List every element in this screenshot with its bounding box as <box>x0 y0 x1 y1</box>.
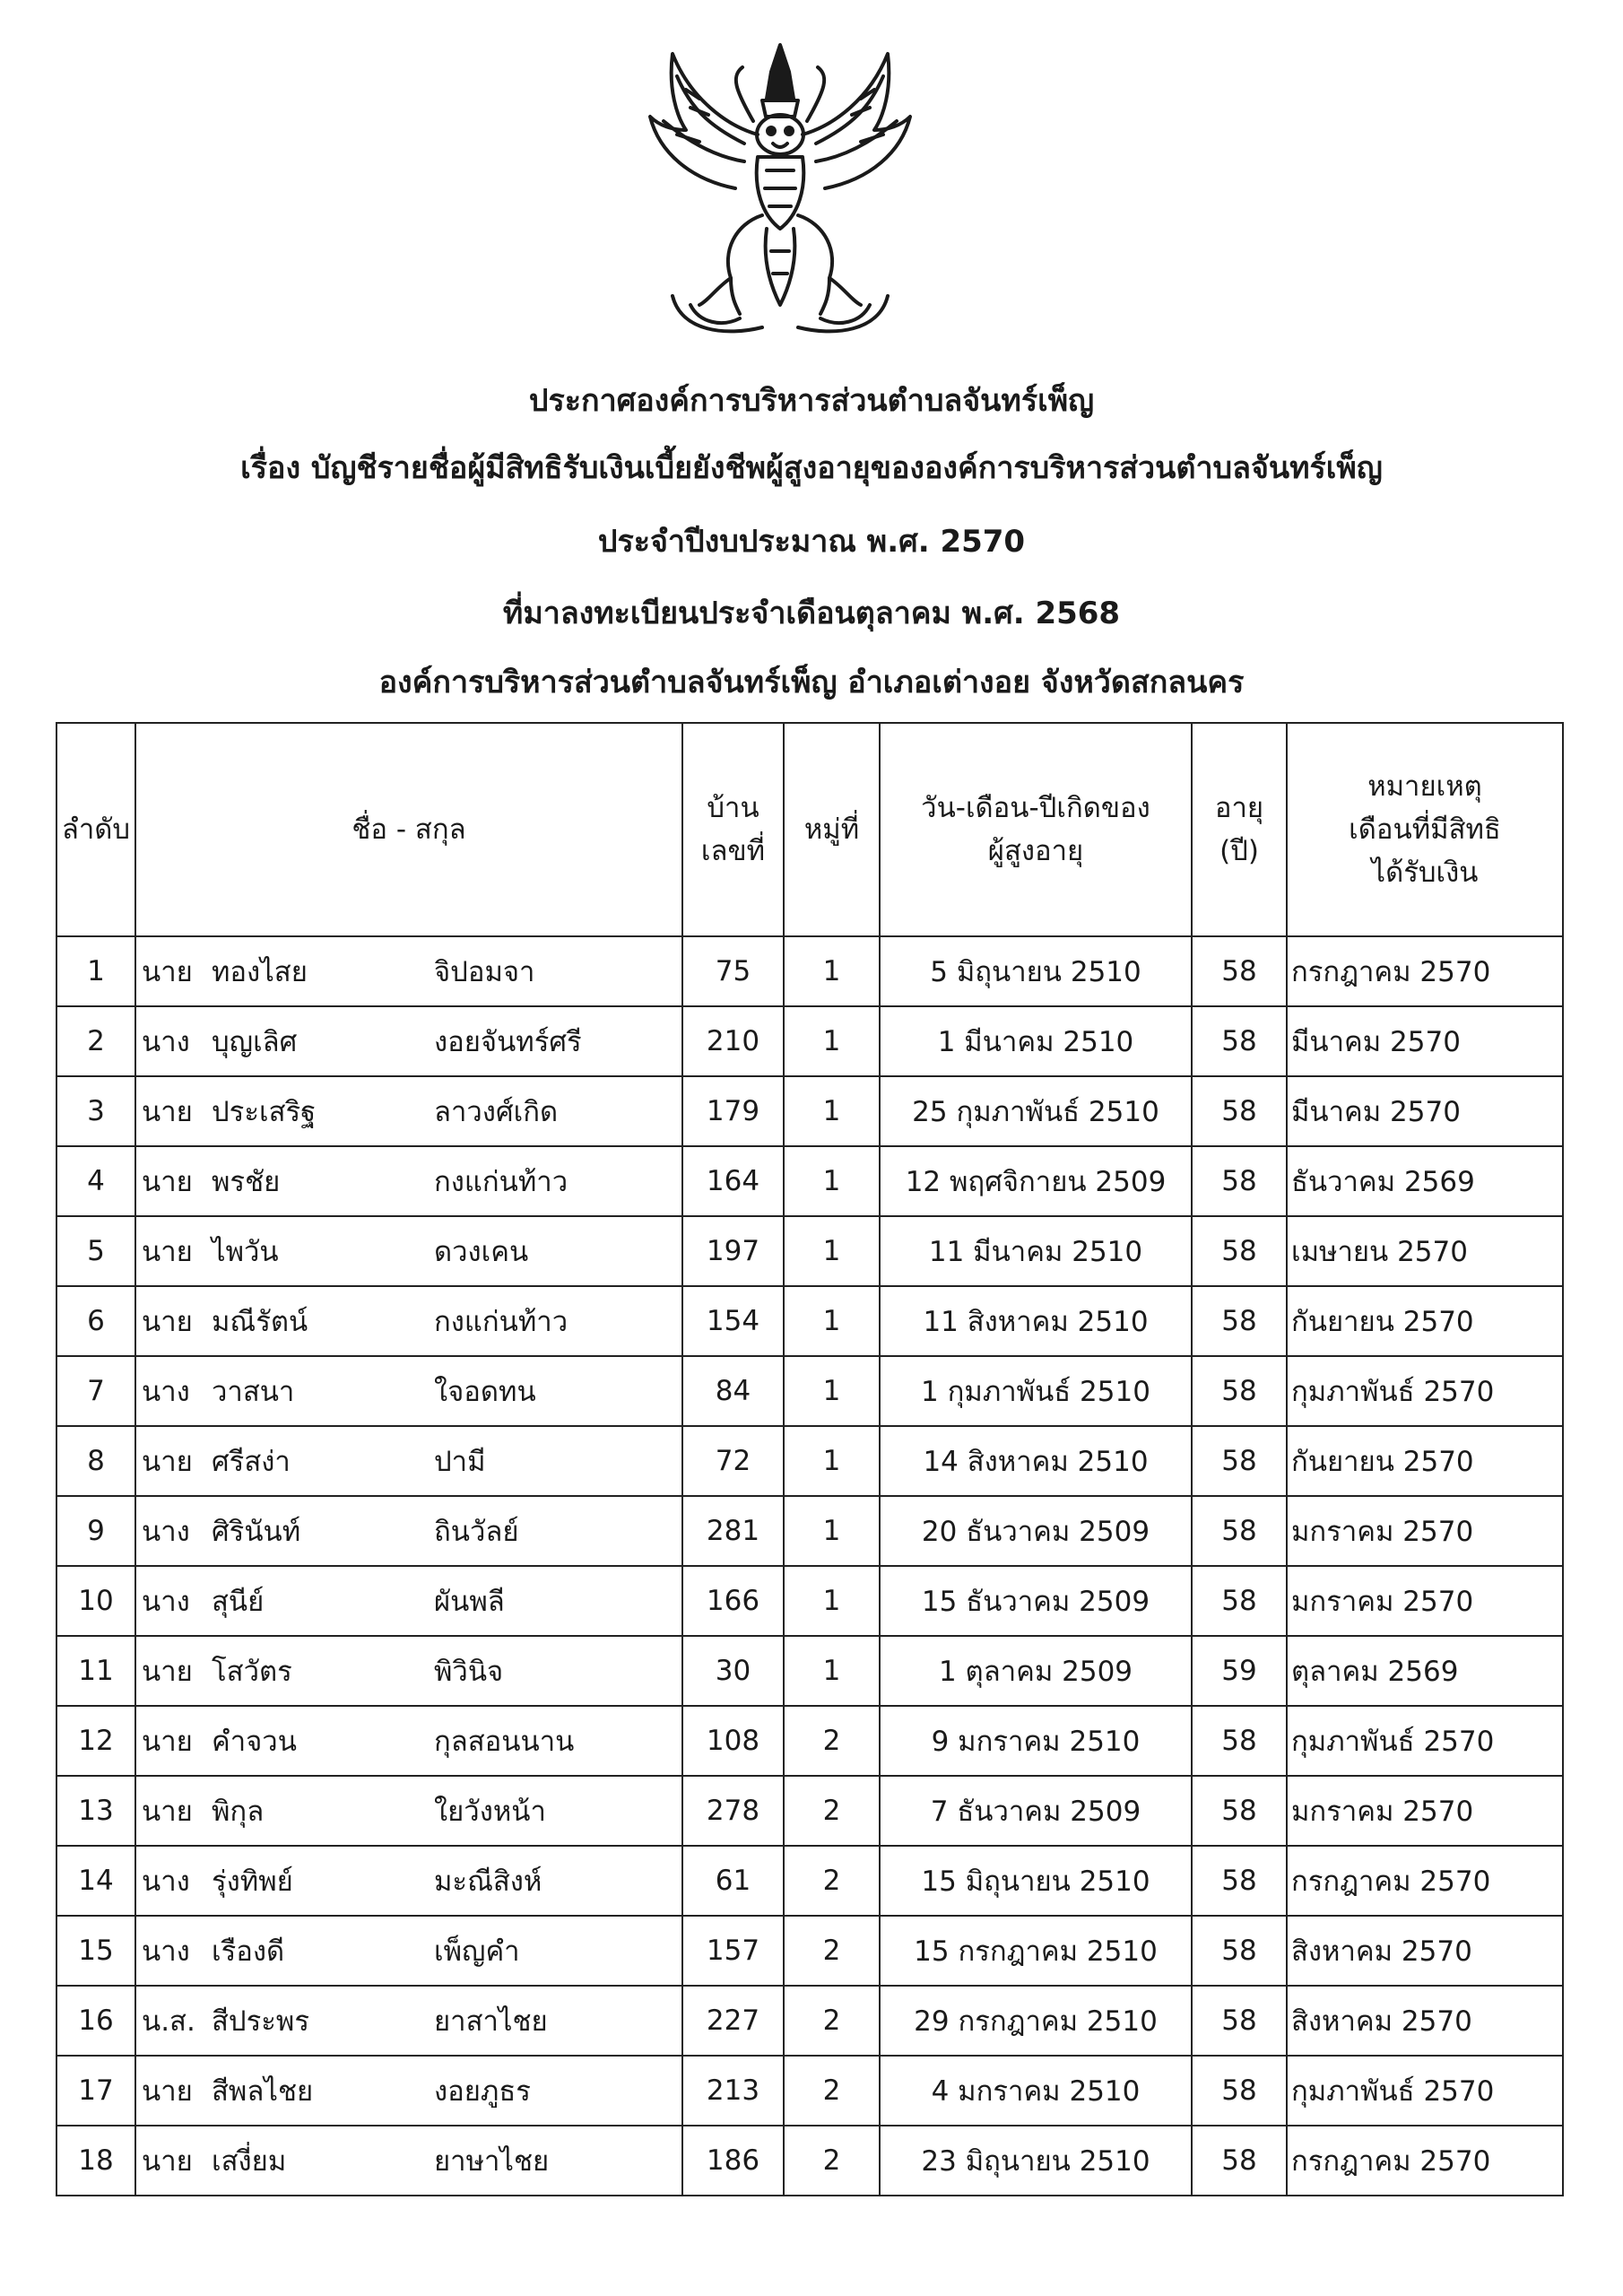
last-name: ผันพลี <box>434 1586 505 1618</box>
last-name: เพ็ญคำ <box>434 1935 520 1968</box>
village-number: 2 <box>784 1776 880 1846</box>
fiscal-year: ประจำปีงบประมาณ พ.ศ. 2570 <box>597 524 1026 560</box>
age-years: 58 <box>1192 1356 1287 1426</box>
age-years: 58 <box>1192 1146 1287 1216</box>
name-prefix: นาย <box>142 1656 193 1688</box>
birth-date: 11 สิงหาคม 2510 <box>880 1286 1192 1356</box>
house-number: 154 <box>682 1286 784 1356</box>
last-name: งอยภูธร <box>434 2075 531 2108</box>
name-prefix: นาย <box>142 1446 193 1478</box>
last-name: มะณีสิงห์ <box>434 1866 542 1898</box>
age-years: 58 <box>1192 1216 1287 1286</box>
house-number: 278 <box>682 1776 784 1846</box>
name-prefix: นาย <box>142 1096 193 1128</box>
garuda-emblem-icon <box>637 36 924 341</box>
village-number: 1 <box>784 1426 880 1496</box>
row-index: 6 <box>56 1286 135 1356</box>
village-number: 1 <box>784 1006 880 1076</box>
first-name: ไพวัน <box>212 1236 279 1268</box>
row-fullname <box>135 1916 682 1986</box>
table-row <box>56 1636 1563 1706</box>
row-index: 9 <box>56 1496 135 1566</box>
village-number: 1 <box>784 1496 880 1566</box>
table-row <box>56 1776 1563 1846</box>
column-header-name: ชื่อ - สกุล <box>135 723 682 936</box>
village-number: 1 <box>784 1356 880 1426</box>
row-fullname <box>135 1636 682 1706</box>
row-index: 13 <box>56 1776 135 1846</box>
row-index: 7 <box>56 1356 135 1426</box>
age-years: 58 <box>1192 1776 1287 1846</box>
row-index: 2 <box>56 1006 135 1076</box>
name-prefix: นาย <box>142 1726 193 1758</box>
table-row <box>56 1286 1563 1356</box>
birth-date: 11 มีนาคม 2510 <box>880 1216 1192 1286</box>
table-row <box>56 1006 1563 1076</box>
age-years: 58 <box>1192 1006 1287 1076</box>
name-prefix: นาง <box>142 1935 190 1968</box>
house-number: 61 <box>682 1846 784 1916</box>
age-years: 58 <box>1192 1286 1287 1356</box>
house-number: 164 <box>682 1146 784 1216</box>
birth-date: 15 กรกฎาคม 2510 <box>880 1916 1192 1986</box>
last-name: งอยจันทร์ศรี <box>434 1026 582 1058</box>
village-number: 1 <box>784 1286 880 1356</box>
first-name: ศิรินันท์ <box>212 1516 301 1548</box>
table-row <box>56 936 1563 1006</box>
age-years: 58 <box>1192 936 1287 1006</box>
first-name: มณีรัตน์ <box>212 1306 308 1338</box>
name-prefix: นาย <box>142 1796 193 1828</box>
first-name: พรชัย <box>212 1166 281 1198</box>
row-fullname <box>135 1286 682 1356</box>
eligible-month: มีนาคม 2570 <box>1287 1076 1563 1146</box>
age-years: 59 <box>1192 1636 1287 1706</box>
first-name: ประเสริฐ <box>212 1096 317 1128</box>
row-fullname <box>135 1706 682 1776</box>
column-header-house: บ้าน เลขที่ <box>682 723 784 936</box>
village-number: 2 <box>784 1846 880 1916</box>
column-header-birthdate: วัน-เดือน-ปีเกิดของ ผู้สูงอายุ <box>880 723 1192 936</box>
age-years: 58 <box>1192 1706 1287 1776</box>
last-name: ดวงเคน <box>434 1236 529 1268</box>
column-header-note: หมายเหตุ เดือนที่มีสิทธิ ได้รับเงิน <box>1287 723 1563 936</box>
name-prefix: นาย <box>142 2075 193 2108</box>
birth-date: 4 มกราคม 2510 <box>880 2056 1192 2126</box>
house-number: 179 <box>682 1076 784 1146</box>
village-number: 1 <box>784 1566 880 1636</box>
first-name: พิกุล <box>212 1796 265 1828</box>
birth-date: 29 กรกฎาคม 2510 <box>880 1986 1192 2056</box>
age-years: 58 <box>1192 2126 1287 2196</box>
eligible-month: กุมภาพันธ์ 2570 <box>1287 1706 1563 1776</box>
village-number: 1 <box>784 1636 880 1706</box>
age-years: 58 <box>1192 1496 1287 1566</box>
row-fullname <box>135 1426 682 1496</box>
house-number: 186 <box>682 2126 784 2196</box>
row-index: 8 <box>56 1426 135 1496</box>
birth-date: 9 มกราคม 2510 <box>880 1706 1192 1776</box>
row-index: 15 <box>56 1916 135 1986</box>
table-row <box>56 1216 1563 1286</box>
first-name: สีประพร <box>212 2005 309 2038</box>
row-fullname <box>135 1846 682 1916</box>
row-index: 16 <box>56 1986 135 2056</box>
eligible-month: เมษายน 2570 <box>1287 1216 1563 1286</box>
name-prefix: นาย <box>142 2145 193 2178</box>
age-years: 58 <box>1192 1916 1287 1986</box>
table-row <box>56 1356 1563 1426</box>
table-row <box>56 1846 1563 1916</box>
name-prefix: นาง <box>142 1586 190 1618</box>
table-row <box>56 1986 1563 2056</box>
organization-location: องค์การบริหารส่วนตำบลจันทร์เพ็ญ อำเภอเต่างอย จังหวัดสกลนคร <box>378 665 1245 700</box>
house-number: 281 <box>682 1496 784 1566</box>
beneficiary-table <box>56 722 1564 2196</box>
age-years: 58 <box>1192 1986 1287 2056</box>
eligible-month: มกราคม 2570 <box>1287 1496 1563 1566</box>
village-number: 1 <box>784 1146 880 1216</box>
eligible-month: กรกฎาคม 2570 <box>1287 2126 1563 2196</box>
village-number: 2 <box>784 1706 880 1776</box>
birth-date: 25 กุมภาพันธ์ 2510 <box>880 1076 1192 1146</box>
first-name: เสงี่ยม <box>212 2145 287 2178</box>
house-number: 197 <box>682 1216 784 1286</box>
birth-date: 15 มิถุนายน 2510 <box>880 1846 1192 1916</box>
house-number: 213 <box>682 2056 784 2126</box>
row-index: 17 <box>56 2056 135 2126</box>
row-index: 18 <box>56 2126 135 2196</box>
announcement-title: ประกาศองค์การบริหารส่วนตำบลจันทร์เพ็ญ <box>528 383 1095 419</box>
birth-date: 12 พฤศจิกายน 2509 <box>880 1146 1192 1216</box>
eligible-month: ตุลาคม 2569 <box>1287 1636 1563 1706</box>
last-name: ลาวงศ์เกิด <box>434 1096 559 1128</box>
village-number: 2 <box>784 2056 880 2126</box>
table-row <box>56 1076 1563 1146</box>
age-years: 58 <box>1192 2056 1287 2126</box>
birth-date: 20 ธันวาคม 2509 <box>880 1496 1192 1566</box>
row-index: 10 <box>56 1566 135 1636</box>
first-name: สีพลไชย <box>212 2075 314 2108</box>
column-header-age: อายุ (ปี) <box>1192 723 1287 936</box>
row-fullname <box>135 1986 682 2056</box>
row-index: 3 <box>56 1076 135 1146</box>
last-name: ยาษาไชย <box>434 2145 550 2178</box>
first-name: โสวัตร <box>212 1656 292 1688</box>
birth-date: 15 ธันวาคม 2509 <box>880 1566 1192 1636</box>
eligible-month: กรกฎาคม 2570 <box>1287 936 1563 1006</box>
row-index: 5 <box>56 1216 135 1286</box>
row-fullname <box>135 936 682 1006</box>
row-fullname <box>135 1776 682 1846</box>
first-name: เรืองดี <box>212 1935 285 1968</box>
birth-date: 7 ธันวาคม 2509 <box>880 1776 1192 1846</box>
row-fullname <box>135 2126 682 2196</box>
table-row <box>56 1426 1563 1496</box>
first-name: สุนีย์ <box>212 1586 265 1618</box>
table-row <box>56 1146 1563 1216</box>
village-number: 1 <box>784 936 880 1006</box>
name-prefix: นาง <box>142 1376 190 1408</box>
house-number: 72 <box>682 1426 784 1496</box>
birth-date: 23 มิถุนายน 2510 <box>880 2126 1192 2196</box>
village-number: 1 <box>784 1216 880 1286</box>
house-number: 75 <box>682 936 784 1006</box>
eligible-month: ธันวาคม 2569 <box>1287 1146 1563 1216</box>
village-number: 2 <box>784 2126 880 2196</box>
village-number: 1 <box>784 1076 880 1146</box>
last-name: จิปอมจา <box>434 956 535 988</box>
first-name: ศรีสง่า <box>212 1446 291 1478</box>
village-number: 2 <box>784 1986 880 2056</box>
last-name: กงแก่นท้าว <box>434 1306 568 1338</box>
eligible-month: สิงหาคม 2570 <box>1287 1986 1563 2056</box>
first-name: รุ่งทิพย์ <box>212 1866 293 1898</box>
row-index: 4 <box>56 1146 135 1216</box>
table-row <box>56 1496 1563 1566</box>
house-number: 166 <box>682 1566 784 1636</box>
row-fullname <box>135 1496 682 1566</box>
last-name: พิวินิจ <box>434 1656 504 1688</box>
house-number: 84 <box>682 1356 784 1426</box>
last-name: ปามี <box>434 1446 486 1478</box>
first-name: วาสนา <box>212 1376 295 1408</box>
name-prefix: นาง <box>142 1866 190 1898</box>
birth-date: 5 มิถุนายน 2510 <box>880 936 1192 1006</box>
house-number: 108 <box>682 1706 784 1776</box>
column-header-index: ลำดับ <box>56 723 135 936</box>
name-prefix: นาย <box>142 1306 193 1338</box>
announcement-subject: เรื่อง บัญชีรายชื่อผู้มีสิทธิรับเงินเบี้ยยังชีพผู้สูงอายุขององค์การบริหารส่วนตำบลจันทร์เพ็ญ <box>240 450 1383 486</box>
column-header-moo: หมู่ที่ <box>784 723 880 936</box>
age-years: 58 <box>1192 1426 1287 1496</box>
birth-date: 14 สิงหาคม 2510 <box>880 1426 1192 1496</box>
eligible-month: กันยายน 2570 <box>1287 1286 1563 1356</box>
row-index: 14 <box>56 1846 135 1916</box>
last-name: กงแก่นท้าว <box>434 1166 568 1198</box>
last-name: ใยวังหน้า <box>434 1796 546 1828</box>
row-fullname <box>135 1216 682 1286</box>
table-row <box>56 1706 1563 1776</box>
eligible-month: มีนาคม 2570 <box>1287 1006 1563 1076</box>
name-prefix: นาย <box>142 956 193 988</box>
eligible-month: มกราคม 2570 <box>1287 1566 1563 1636</box>
house-number: 30 <box>682 1636 784 1706</box>
eligible-month: กรกฎาคม 2570 <box>1287 1846 1563 1916</box>
row-fullname <box>135 1076 682 1146</box>
age-years: 58 <box>1192 1566 1287 1636</box>
registration-month: ที่มาลงทะเบียนประจำเดือนตุลาคม พ.ศ. 2568 <box>502 596 1121 631</box>
name-prefix: นาย <box>142 1236 193 1268</box>
first-name: บุญเลิศ <box>212 1026 298 1058</box>
last-name: ยาสาไชย <box>434 2005 548 2038</box>
name-prefix: นาง <box>142 1516 190 1548</box>
birth-date: 1 มีนาคม 2510 <box>880 1006 1192 1076</box>
row-fullname <box>135 1566 682 1636</box>
house-number: 227 <box>682 1986 784 2056</box>
age-years: 58 <box>1192 1846 1287 1916</box>
eligible-month: กุมภาพันธ์ 2570 <box>1287 2056 1563 2126</box>
name-prefix: น.ส. <box>142 2005 195 2038</box>
birth-date: 1 ตุลาคม 2509 <box>880 1636 1192 1706</box>
first-name: ทองไสย <box>212 956 308 988</box>
house-number: 210 <box>682 1006 784 1076</box>
eligible-month: สิงหาคม 2570 <box>1287 1916 1563 1986</box>
row-fullname <box>135 1146 682 1216</box>
row-fullname <box>135 1356 682 1426</box>
village-number: 2 <box>784 1916 880 1986</box>
house-number: 157 <box>682 1916 784 1986</box>
table-row <box>56 2056 1563 2126</box>
first-name: คำจวน <box>212 1726 297 1758</box>
eligible-month: กุมภาพันธ์ 2570 <box>1287 1356 1563 1426</box>
age-years: 58 <box>1192 1076 1287 1146</box>
row-index: 1 <box>56 936 135 1006</box>
row-fullname <box>135 1006 682 1076</box>
row-index: 11 <box>56 1636 135 1706</box>
last-name: ถินวัลย์ <box>434 1516 519 1548</box>
name-prefix: นาง <box>142 1026 190 1058</box>
table-row <box>56 1916 1563 1986</box>
last-name: ใจอดทน <box>434 1376 536 1408</box>
table-row <box>56 2126 1563 2196</box>
table-row <box>56 1566 1563 1636</box>
row-index: 12 <box>56 1706 135 1776</box>
table-header-row <box>56 723 1563 936</box>
birth-date: 1 กุมภาพันธ์ 2510 <box>880 1356 1192 1426</box>
row-fullname <box>135 2056 682 2126</box>
eligible-month: มกราคม 2570 <box>1287 1776 1563 1846</box>
last-name: กุลสอนนาน <box>434 1726 575 1758</box>
eligible-month: กันยายน 2570 <box>1287 1426 1563 1496</box>
name-prefix: นาย <box>142 1166 193 1198</box>
